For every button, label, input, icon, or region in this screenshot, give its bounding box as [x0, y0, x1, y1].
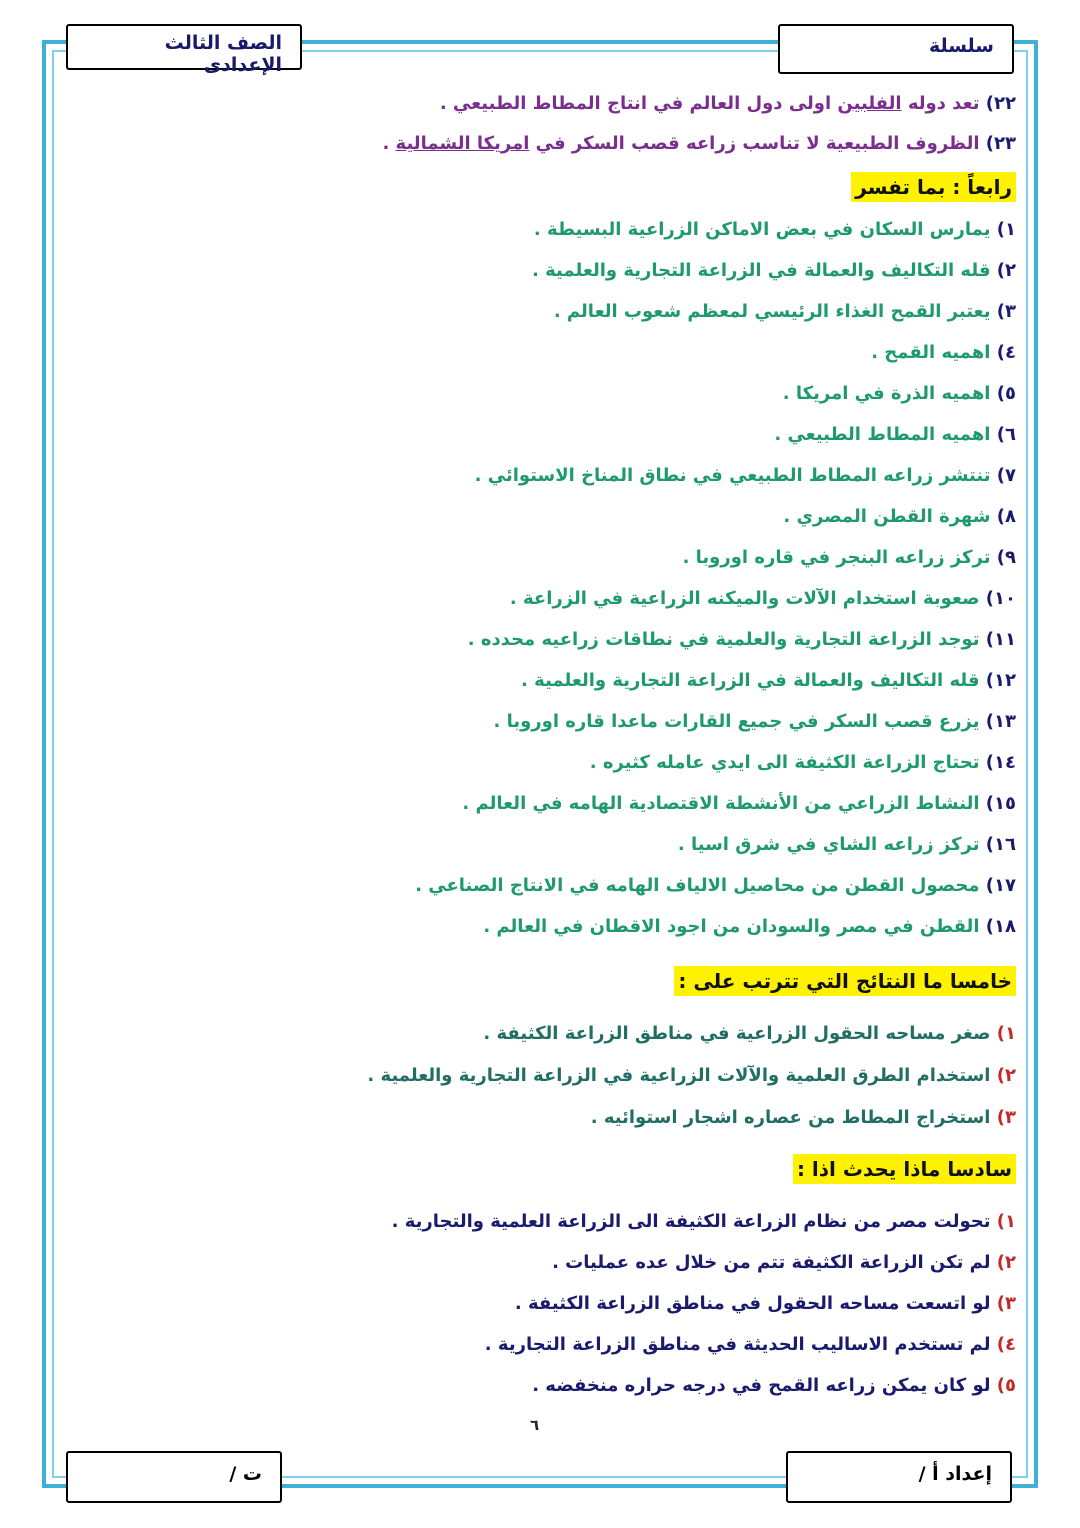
phone-label: ت / — [66, 1451, 282, 1503]
list-item — [475, 464, 1016, 488]
item-number: ١٢) — [985, 670, 1016, 691]
list-item — [485, 1333, 1016, 1357]
list-item — [590, 751, 1016, 775]
item-number: ١١) — [985, 629, 1016, 650]
list-item — [552, 1251, 1016, 1275]
item-text: تنتشر زراعه المطاط الطبيعي في نطاق المناخ الاستوائي . — [474, 465, 991, 486]
item-number: ٢٣) — [985, 133, 1016, 154]
item-number: ٢) — [996, 1252, 1016, 1273]
item-text: شهرة القطن المصري . — [783, 506, 991, 527]
list-item — [521, 669, 1016, 693]
list-item — [515, 1292, 1016, 1316]
item-number: ٢٢) — [985, 93, 1016, 114]
item-number: ٤) — [996, 342, 1016, 363]
item-text: يعتبر القمح الغذاء الرئيسي لمعظم شعوب العالم . — [553, 301, 991, 322]
section-heading-results: خامسا ما النتائج التي تترتب على : — [674, 966, 1016, 996]
series-label: سلسلة — [778, 24, 1014, 74]
item-number: ٩) — [996, 547, 1016, 568]
item-number: ٣) — [996, 1107, 1016, 1128]
item-number: ١٤) — [985, 752, 1016, 773]
list-item — [483, 1022, 1016, 1046]
list-item — [532, 259, 1016, 283]
item-text: محصول القطن من محاصيل الالياف الهامه في الانتاج الصناعي . — [415, 875, 980, 896]
item-number: ١٦) — [985, 834, 1016, 855]
item-text: الظروف الطبيعية لا تناسب زراعه قصب السكر في — [529, 133, 980, 154]
item-text: يزرع قصب السكر في جميع القارات ماعدا قاره اوروبا . — [493, 711, 980, 732]
item-number: ٣) — [996, 301, 1016, 322]
item-number: ١٠) — [985, 588, 1016, 609]
item-number: ١٥) — [985, 793, 1016, 814]
item-number: ١) — [996, 219, 1016, 240]
list-item — [554, 300, 1016, 324]
item-text: تعد دوله — [901, 93, 980, 114]
item-text: تركز زراعه الشاي في شرق اسيا . — [677, 834, 980, 855]
list-item — [591, 1106, 1016, 1130]
item-text: لو كان يمكن زراعه القمح في درجه حراره منخفضه . — [532, 1375, 991, 1396]
list-item — [415, 874, 1016, 898]
item-text: النشاط الزراعي من الأنشطة الاقتصادية الهامه في العالم . — [462, 793, 980, 814]
section-heading-explain: رابعاً : بما تفسر — [851, 172, 1016, 202]
item-text: صغر مساحه الحقول الزراعية في مناطق الزراعة الكثيفة . — [483, 1023, 991, 1044]
list-item — [678, 833, 1016, 857]
item-text: يمارس السكان في بعض الاماكن الزراعية البسيطة . — [533, 219, 991, 240]
item-text: استخراج المطاط من عصاره اشجار استوائيه . — [590, 1107, 991, 1128]
item-text: اهميه الذرة في امريكا . — [782, 383, 991, 404]
item-text: تحتاج الزراعة الكثيفة الى ايدي عامله كثيره . — [589, 752, 980, 773]
item-number: ١٣) — [985, 711, 1016, 732]
item-text: اولى دول العالم في انتاج المطاط الطبيعي . — [439, 93, 838, 114]
list-item — [367, 1064, 1016, 1088]
item-number: ١٧) — [985, 875, 1016, 896]
item-text: اهميه القمح . — [871, 342, 991, 363]
item-text: تركز زراعه البنجر في قاره اوروبا . — [682, 547, 991, 568]
item-number: ٢) — [996, 1065, 1016, 1086]
item-number: ٣) — [996, 1293, 1016, 1314]
item-text: . — [382, 133, 396, 154]
item-number: ١٨) — [985, 916, 1016, 937]
item-text: صعوبة استخدام الآلات والميكنه الزراعية في الزراعة . — [509, 588, 980, 609]
item-text: لو اتسعت مساحه الحقول في مناطق الزراعة الكثيفة . — [514, 1293, 991, 1314]
list-item — [783, 382, 1016, 406]
list-item — [483, 915, 1016, 939]
item-underlined: الفلبين — [837, 93, 902, 114]
item-number: ٢) — [996, 260, 1016, 281]
list-item — [493, 710, 1016, 734]
item-number: ٧) — [996, 465, 1016, 486]
statement-22 — [440, 92, 1016, 116]
item-text: القطن في مصر والسودان من اجود الاقطان في العالم . — [483, 916, 980, 937]
item-number: ١) — [996, 1211, 1016, 1232]
item-underlined: امريكا الشمالية — [395, 133, 530, 154]
item-text: قله التكاليف والعمالة في الزراعة التجارية والعلمية . — [532, 260, 991, 281]
item-number: ٦) — [996, 424, 1016, 445]
list-item — [510, 587, 1016, 611]
list-item — [683, 546, 1016, 570]
grade-label: الصف الثالث الإعدادى — [66, 24, 302, 70]
item-number: ٤) — [996, 1334, 1016, 1355]
prepared-by-label: إعداد أ / — [786, 1451, 1012, 1503]
item-text: قله التكاليف والعمالة في الزراعة التجارية والعلمية . — [521, 670, 980, 691]
list-item — [468, 628, 1016, 652]
list-item — [871, 341, 1016, 365]
item-text: لم تكن الزراعة الكثيفة تتم من خلال عده عمليات . — [552, 1252, 991, 1273]
list-item — [392, 1210, 1016, 1234]
list-item — [462, 792, 1016, 816]
item-text: اهميه المطاط الطبيعي . — [774, 424, 991, 445]
section-heading-what-if: سادسا ماذا يحدث اذا : — [793, 1154, 1016, 1184]
item-text: استخدام الطرق العلمية والآلات الزراعية في الزراعة التجارية والعلمية . — [367, 1065, 991, 1086]
list-item — [534, 218, 1016, 242]
list-item — [774, 423, 1016, 447]
item-text: تحولت مصر من نظام الزراعة الكثيفة الى الزراعة العلمية والتجارية . — [391, 1211, 991, 1232]
item-number: ٥) — [996, 383, 1016, 404]
statement-23 — [382, 132, 1016, 156]
item-text: لم تستخدم الاساليب الحديثة في مناطق الزراعة التجارية . — [484, 1334, 991, 1355]
item-text: توجد الزراعة التجارية والعلمية في نطاقات زراعيه محدده . — [467, 629, 980, 650]
list-item — [532, 1374, 1016, 1398]
page-number: ٦ — [530, 1416, 540, 1434]
item-number: ٨) — [996, 506, 1016, 527]
item-number: ١) — [996, 1023, 1016, 1044]
list-item — [783, 505, 1016, 529]
item-number: ٥) — [996, 1375, 1016, 1396]
